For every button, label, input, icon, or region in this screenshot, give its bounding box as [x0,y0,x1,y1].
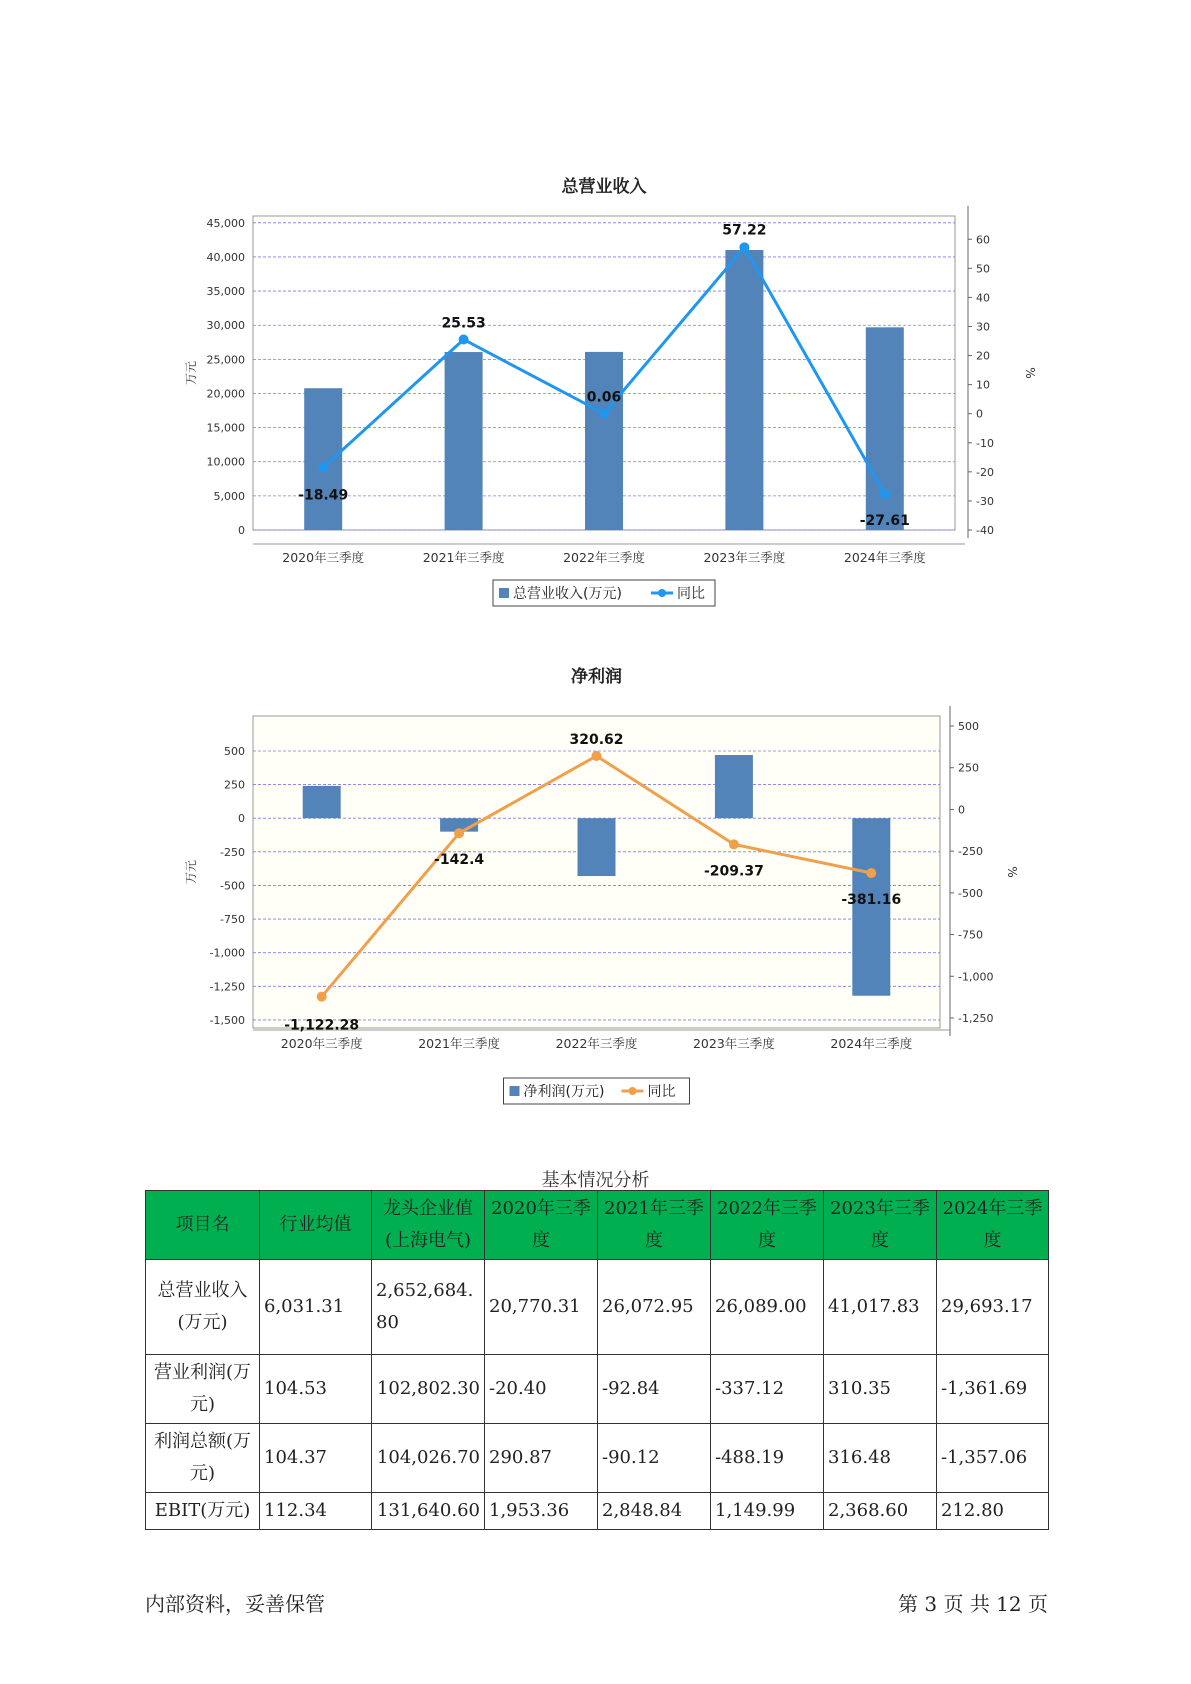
yoy-point [317,992,327,1002]
y2-tick-label: 0 [976,407,983,421]
header-cell: 2022年三季度 [711,1191,824,1260]
y-tick-label: -1,250 [209,980,245,994]
bar [715,755,753,818]
x-tick-label: 2023年三季度 [692,1036,775,1051]
table-row [146,1355,1049,1424]
data-label: 0.06 [586,389,622,406]
y2-axis-label: % [1023,367,1037,379]
table-cell: 20,770.31 [485,1260,598,1355]
table-cell: -1,357.06 [937,1424,1049,1493]
table-cell: -20.40 [485,1355,598,1424]
y-axis-label: 万元 [184,360,198,386]
y-tick-label: 20,000 [206,387,245,401]
x-tick-label: 2022年三季度 [563,550,645,565]
y-tick-label: 250 [224,778,245,792]
y2-tick-label: -750 [958,928,983,942]
data-label: -1,122.28 [284,1017,360,1034]
header-cell: 行业均值 [260,1191,372,1260]
table-cell: 29,693.17 [937,1260,1049,1355]
y2-axis-label: % [1005,866,1019,878]
data-label: -18.49 [298,487,349,504]
y2-tick-label: -20 [976,465,994,479]
table-cell: 212.80 [937,1493,1049,1530]
legend-bar-label: 总营业收入(万元) [513,586,622,602]
y-tick-label: 15,000 [206,421,245,435]
header-cell: 2024年三季度 [937,1191,1049,1260]
bar [866,327,904,530]
y-tick-label: 40,000 [206,250,245,264]
row-label: 利润总额(万元) [146,1424,260,1493]
data-label: 320.62 [569,731,624,748]
legend-line-marker [658,589,666,597]
y-tick-label: -1,000 [209,946,245,960]
yoy-point [729,839,739,849]
table-cell: 316.48 [824,1424,937,1493]
table-cell: 2,848.84 [598,1493,711,1530]
table-cell: -337.12 [711,1355,824,1424]
y-tick-label: -750 [220,913,245,927]
data-label: -142.4 [434,852,485,869]
table-header-row [146,1191,1049,1260]
table-cell: -488.19 [711,1424,824,1493]
header-cell: 项目名 [146,1191,260,1260]
table-cell: 2,368.60 [824,1493,937,1530]
yoy-point [739,242,749,252]
header-cell: 2020年三季度 [485,1191,598,1260]
legend-line-label: 同比 [677,586,705,602]
table-cell: 102,802.30 [372,1355,485,1424]
data-label: -381.16 [841,892,902,909]
y2-tick-label: -250 [958,845,983,859]
data-label: 25.53 [441,315,486,332]
y2-tick-label: 20 [976,349,990,363]
bar [304,388,342,530]
table-cell: 41,017.83 [824,1260,937,1355]
table-cell: 1,953.36 [485,1493,598,1530]
legend-bar-swatch [499,588,509,598]
footer-confidential-note: 内部资料，妥善保管 [145,1592,325,1616]
yoy-point [592,751,602,761]
y-tick-label: 500 [224,744,245,758]
table-cell: 104,026.70 [372,1424,485,1493]
yoy-point [599,409,609,419]
bar [303,786,341,818]
legend-bar-swatch [510,1086,520,1096]
y2-tick-label: -10 [976,436,994,450]
table-cell: 2,652,684.80 [372,1260,485,1355]
y-tick-label: 0 [238,812,245,826]
bar [585,352,623,530]
table-cell: 112.34 [260,1493,372,1530]
y2-tick-label: 10 [976,378,990,392]
y-tick-label: -500 [220,879,245,893]
row-label: EBIT(万元) [146,1493,260,1530]
table-row [146,1493,1049,1530]
data-label: -209.37 [703,863,764,880]
header-cell: 龙头企业值(上海电气) [372,1191,485,1260]
y2-tick-label: 40 [976,291,990,305]
legend-line-marker [629,1087,637,1095]
legend-bar-label: 净利润(万元) [523,1084,605,1100]
x-tick-label: 2023年三季度 [703,550,786,565]
table-caption: 基本情况分析 [541,1170,650,1191]
y2-tick-label: -500 [958,886,983,900]
y2-tick-label: 0 [958,803,965,817]
y2-tick-label: 30 [976,320,990,334]
table-cell: 6,031.31 [260,1260,372,1355]
yoy-point [866,868,876,878]
table-cell: 131,640.60 [372,1493,485,1530]
revenue-chart [0,160,1191,630]
table-cell: 290.87 [485,1424,598,1493]
table-cell: -1,361.69 [937,1355,1049,1424]
bar [725,250,763,530]
yoy-point [880,489,890,499]
yoy-point [318,462,328,472]
row-label: 总营业收入(万元) [146,1260,260,1355]
bar [445,352,483,530]
yoy-point [459,334,469,344]
table-row [146,1260,1049,1355]
x-tick-label: 2020年三季度 [280,1036,363,1051]
y-tick-label: 45,000 [206,216,245,230]
net-profit-chart [0,660,1191,1130]
y-tick-label: -250 [220,845,245,859]
data-label: 57.22 [722,222,767,239]
x-tick-label: 2022年三季度 [555,1036,638,1051]
table-row [146,1424,1049,1493]
y2-tick-label: -1,000 [958,970,994,984]
y-tick-label: 30,000 [206,319,245,333]
y2-tick-label: -30 [976,494,994,508]
header-cell: 2023年三季度 [824,1191,937,1260]
table-cell: -92.84 [598,1355,711,1424]
chart-title: 总营业收入 [561,177,647,197]
table-cell: -90.12 [598,1424,711,1493]
table-cell: 1,149.99 [711,1493,824,1530]
y2-tick-label: 50 [976,262,990,276]
y2-tick-label: -40 [976,524,994,537]
y2-tick-label: 60 [976,233,990,247]
y-tick-label: 5,000 [213,489,245,503]
y2-tick-label: -1,250 [958,1011,994,1025]
chart-title: 净利润 [571,667,622,687]
y-tick-label: 10,000 [206,455,245,469]
y-tick-label: 25,000 [206,353,245,367]
basic-analysis-table [145,1190,1049,1530]
x-tick-label: 2020年三季度 [282,550,365,565]
data-label: -27.61 [859,512,910,529]
footer-page-number: 第 3 页 共 12 页 [898,1592,1048,1616]
table-cell: 104.53 [260,1355,372,1424]
bar [578,818,616,876]
yoy-point [454,828,464,838]
y-tick-label: 35,000 [206,285,245,299]
x-tick-label: 2021年三季度 [422,550,505,565]
y-tick-label: 0 [238,524,245,537]
row-label: 营业利润(万元) [146,1355,260,1424]
x-tick-label: 2024年三季度 [843,550,926,565]
table-cell: 26,072.95 [598,1260,711,1355]
y2-tick-label: 500 [958,720,979,734]
header-cell: 2021年三季度 [598,1191,711,1260]
y-tick-label: -1,500 [209,1013,245,1027]
table-cell: 26,089.00 [711,1260,824,1355]
x-tick-label: 2021年三季度 [418,1036,501,1051]
table-cell: 104.37 [260,1424,372,1493]
table-cell: 310.35 [824,1355,937,1424]
y-axis-label: 万元 [184,859,198,885]
y2-tick-label: 250 [958,761,979,775]
x-tick-label: 2024年三季度 [830,1036,913,1051]
legend-line-label: 同比 [647,1084,676,1100]
